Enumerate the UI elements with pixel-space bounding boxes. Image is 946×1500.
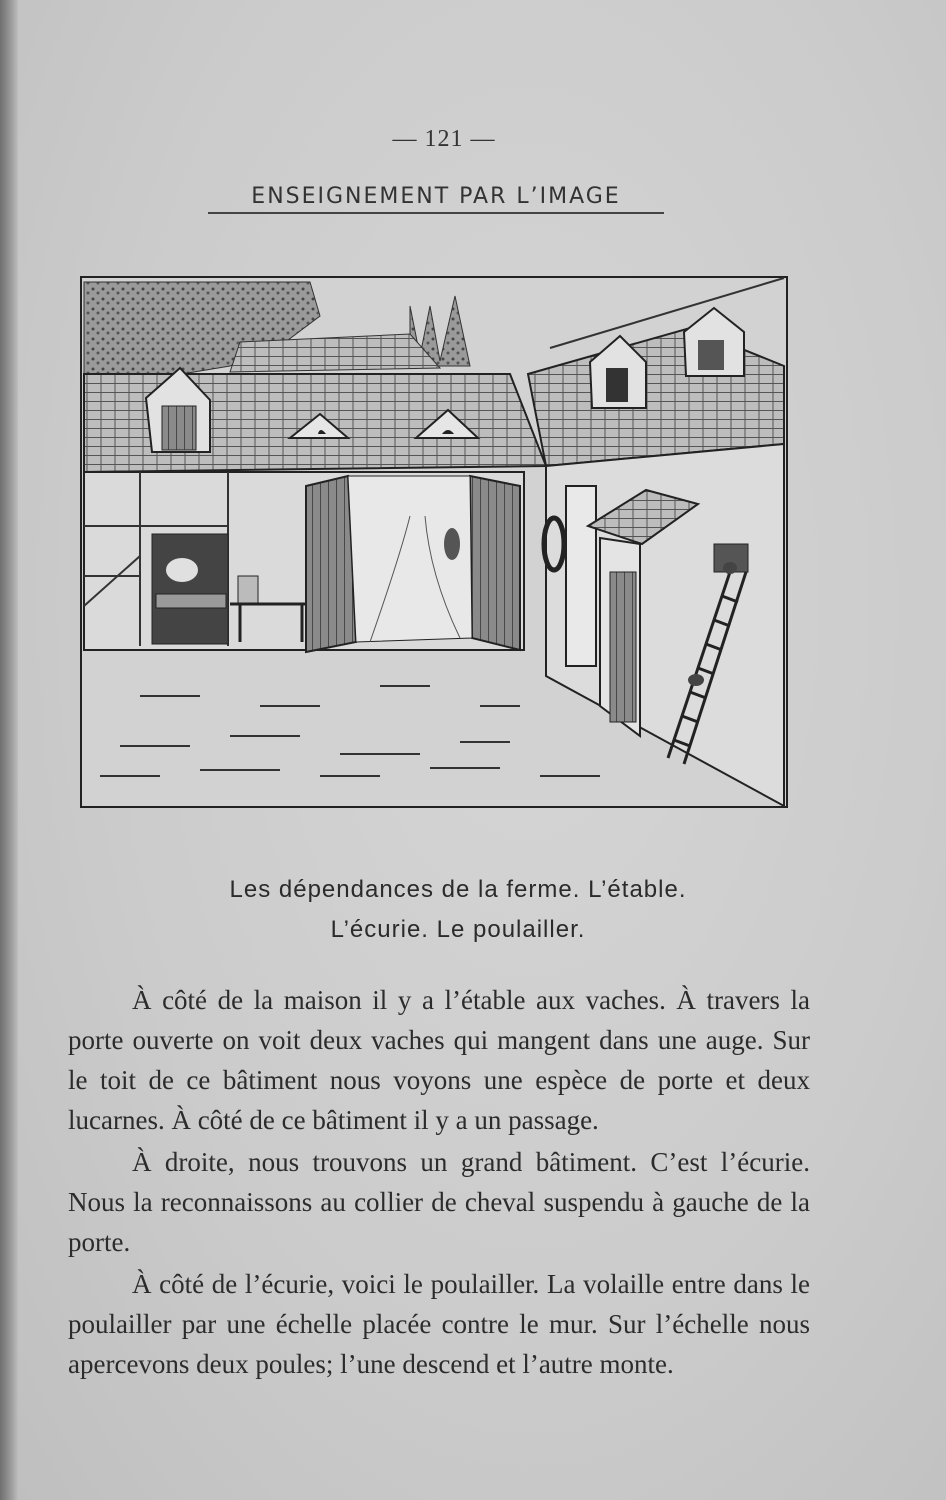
milk-can bbox=[238, 576, 258, 604]
henhouse-door bbox=[610, 572, 636, 722]
body-text bbox=[68, 980, 810, 1386]
book-spine-shadow bbox=[0, 0, 18, 1500]
paragraph-1: À côté de la maison il y a l’étable aux vaches. À travers la porte ouverte on voit deux vaches qui mangent dans une auge. Sur le toit de ce bâtiment nous voyons une espèce de porte et deux lucarnes. À côté de ce bâtiment il y a un passage. bbox=[68, 985, 810, 1135]
paragraph-2: À droite, nous trouvons un grand bâtiment. C’est l’écurie. Nous la reconnaissons au collier de cheval suspendu à gauche de la porte. bbox=[68, 1147, 810, 1257]
roof-hatch-door bbox=[162, 406, 196, 450]
hen-climbing bbox=[688, 674, 704, 686]
hen-descending bbox=[723, 562, 737, 574]
gate-left bbox=[306, 476, 356, 652]
illustration-caption bbox=[98, 870, 818, 950]
gate-right bbox=[470, 476, 520, 650]
farmyard-illustration bbox=[80, 276, 788, 808]
cow-head bbox=[166, 558, 198, 582]
caption-line-1: Les dépendances de la ferme. L’étable. bbox=[229, 876, 687, 903]
paragraph-3: À côté de l’écurie, voici le poulailler. La volaille entre dans le poulailler par une échelle placée contre le mur. Sur l’échelle nous apercevons deux poules; l’une descend et l’autre monte. bbox=[68, 1269, 810, 1379]
ecurie-door bbox=[566, 486, 596, 666]
section-heading: ENSEIGNEMENT PAR L’IMAGE bbox=[208, 184, 664, 214]
book-page bbox=[18, 0, 946, 1500]
hanging-sack bbox=[444, 528, 460, 560]
stable-doorway bbox=[152, 534, 228, 644]
caption-line-2: L’écurie. Le poulailler. bbox=[330, 916, 586, 943]
page-number: — 121 — bbox=[392, 126, 496, 152]
trough bbox=[156, 594, 226, 608]
